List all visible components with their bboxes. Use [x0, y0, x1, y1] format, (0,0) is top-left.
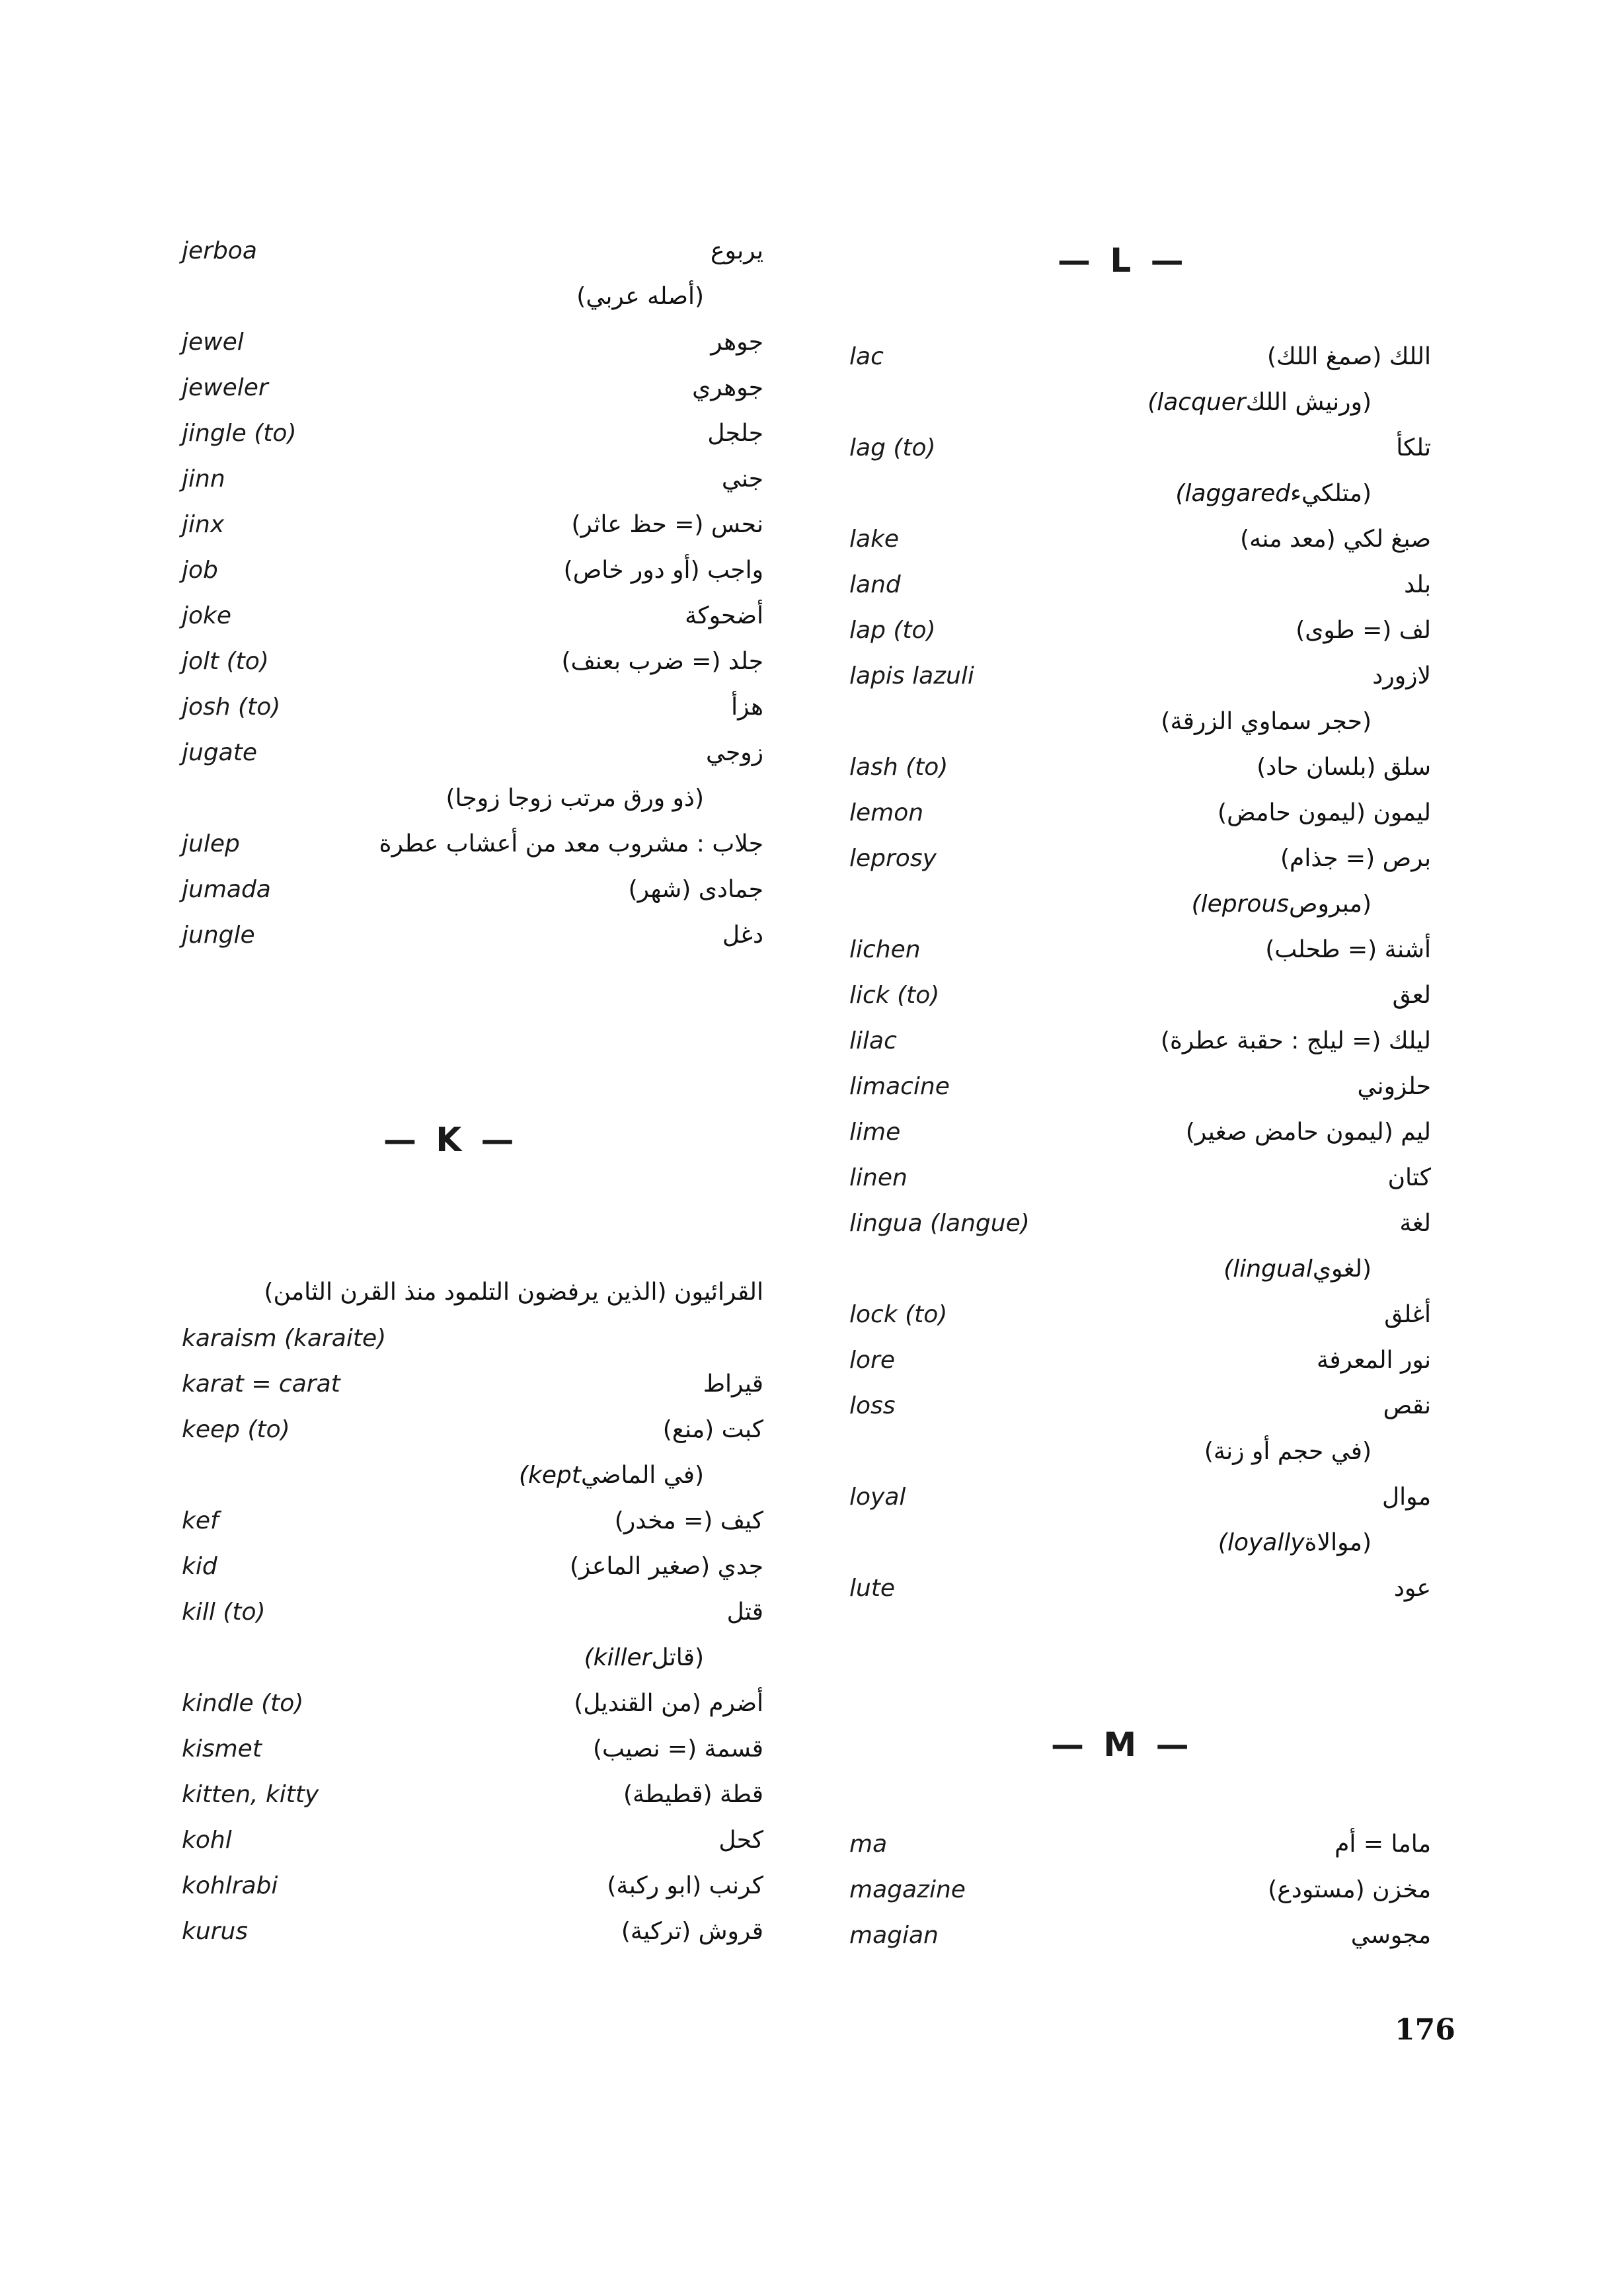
entry-row — [182, 1772, 763, 1817]
entry-arabic-text: ليمون (ليمون حامض) — [1218, 799, 1431, 826]
entry-arabic-text: زوجي — [705, 739, 763, 766]
k-intro-row — [182, 1269, 763, 1315]
entry-arabic-text: (ورنيش اللك — [1245, 389, 1372, 416]
entry-arabic — [663, 1407, 763, 1452]
entry-english: magazine — [849, 1876, 966, 1903]
entry-english: lapis lazuli — [849, 662, 974, 690]
entry-row — [849, 744, 1431, 790]
entry-arabic-text: جني — [721, 465, 763, 493]
entry-arabic-text: (مبروص — [1289, 891, 1372, 918]
entry-arabic — [1295, 608, 1431, 653]
entry-row — [182, 639, 763, 684]
entry-arabic-text: قروش (تركية) — [621, 1918, 763, 1945]
entry-row — [182, 228, 763, 274]
entry-english: lichen — [849, 936, 921, 963]
entry-arabic-text: لف (= طوى) — [1295, 617, 1431, 644]
entry-arabic — [1393, 972, 1431, 1018]
entry-arabic-text: (حجر سماوي الزرقة) — [1161, 708, 1372, 735]
entry-arabic-text: واجب (أو دور خاص) — [563, 557, 763, 584]
entry-arabic-text: سلق (بلسان حاد) — [1257, 754, 1431, 781]
entry-arabic — [1382, 1474, 1431, 1520]
entry-arabic — [1399, 1201, 1431, 1246]
entry-arabic-text: دغل — [722, 922, 763, 949]
entry-arabic-text: (قاتل — [651, 1644, 704, 1671]
entry-arabic — [1317, 1337, 1431, 1383]
entry-arabic-text: اللك (صمغ اللك) — [1267, 343, 1431, 370]
entry-arabic-text: لازورد — [1372, 662, 1431, 690]
entry-english: kindle (to) — [182, 1690, 304, 1717]
entry-row — [182, 1407, 763, 1452]
entry-english: karaism (karaite) — [182, 1325, 387, 1352]
entry-english: lick (to) — [849, 982, 940, 1009]
entry-arabic-text: أشنة (= طحلب) — [1265, 936, 1431, 963]
entry-arabic — [1149, 471, 1372, 516]
entry-english: lap (to) — [849, 617, 936, 644]
entry-arabic-text: (ذو ورق مرتب زوجا زوجا) — [445, 785, 704, 812]
entry-row — [182, 502, 763, 547]
entry-arabic — [707, 411, 763, 456]
entry-row — [849, 562, 1431, 608]
entry-english: josh (to) — [182, 693, 281, 721]
entry-english: linen — [849, 1164, 908, 1191]
entry-row — [849, 1246, 1431, 1292]
entry-arabic — [1372, 653, 1431, 699]
entry-arabic-text: عود — [1393, 1575, 1431, 1602]
entry-row — [849, 881, 1431, 927]
entry-row — [182, 1498, 763, 1544]
entry-arabic-text: كبت (منع) — [662, 1416, 763, 1443]
entry-derived-english: (laggared — [1175, 480, 1291, 507]
entry-arabic-text: ماما = أم — [1334, 1831, 1431, 1858]
entry-row — [182, 1544, 763, 1589]
entry-arabic — [379, 821, 763, 867]
entry-arabic-text: (لغوي — [1312, 1255, 1372, 1283]
entry-arabic — [558, 1635, 704, 1681]
entry-english: karat = carat — [182, 1370, 340, 1398]
left-column-k — [182, 1316, 763, 1954]
entry-derived-english: (kept — [518, 1462, 581, 1489]
section-header-l: — L — — [1058, 241, 1188, 280]
entry-derived-english: (leprous — [1191, 891, 1290, 918]
entry-row — [182, 1909, 763, 1954]
entry-arabic — [1268, 1867, 1431, 1913]
entry-english: jingle (to) — [182, 420, 297, 447]
entry-english: kohlrabi — [182, 1872, 278, 1899]
entry-arabic — [1121, 379, 1372, 425]
entry-arabic-text: موال — [1381, 1484, 1431, 1511]
entry-row — [182, 1817, 763, 1863]
entry-arabic-text: كتان — [1387, 1164, 1431, 1191]
entry-arabic — [1240, 516, 1431, 562]
entry-row — [182, 1316, 763, 1361]
entry-arabic-text: ليم (ليمون حامض صغير) — [1185, 1119, 1431, 1146]
entry-row — [182, 684, 763, 730]
entry-row — [182, 319, 763, 365]
entry-arabic-text: تلكأ — [1396, 434, 1431, 461]
entry-row — [182, 730, 763, 775]
entry-english: kurus — [182, 1918, 249, 1945]
entry-row — [849, 1201, 1431, 1246]
entry-arabic — [446, 775, 704, 821]
entry-arabic — [1396, 425, 1431, 471]
entry-english: julep — [182, 830, 240, 857]
entry-arabic — [1257, 744, 1431, 790]
entry-arabic — [1192, 1520, 1372, 1565]
entry-english: lake — [849, 526, 900, 553]
entry-arabic-text: مجوسي — [1350, 1922, 1431, 1949]
entry-english: lore — [849, 1347, 895, 1374]
left-column-j — [182, 228, 763, 958]
entry-arabic — [1280, 836, 1431, 881]
entry-arabic-text: جوهر — [711, 329, 763, 356]
entry-arabic-text: أغلق — [1384, 1301, 1431, 1328]
entry-row — [849, 1913, 1431, 1958]
section-header-k: — K — — [383, 1121, 518, 1159]
entry-arabic — [1204, 1429, 1372, 1474]
entry-arabic — [621, 1909, 763, 1954]
entry-arabic — [562, 639, 764, 684]
entry-row — [182, 775, 763, 821]
entry-arabic-text: هزأ — [731, 693, 763, 721]
entry-arabic-text: قتل — [726, 1599, 763, 1626]
entry-row — [182, 912, 763, 958]
entry-arabic-text: مخزن (مستودع) — [1268, 1876, 1431, 1903]
entry-row — [182, 1863, 763, 1909]
entry-english: lag (to) — [849, 434, 936, 461]
entry-arabic-text: كحل — [718, 1827, 763, 1854]
entry-english: keep (to) — [182, 1416, 290, 1443]
entry-arabic — [685, 593, 763, 639]
entry-row — [182, 1681, 763, 1726]
entry-english: jeweler — [182, 374, 268, 401]
entry-arabic-text: يربوع — [711, 237, 763, 264]
entry-row — [182, 1361, 763, 1407]
entry-arabic — [1334, 1821, 1431, 1867]
entry-english: jugate — [182, 739, 257, 766]
entry-english: magian — [849, 1922, 939, 1949]
entry-english: kohl — [182, 1827, 232, 1854]
entry-row — [849, 927, 1431, 972]
entry-arabic — [576, 274, 704, 319]
entry-row — [182, 274, 763, 319]
entry-arabic-text: أضحوكة — [685, 602, 763, 629]
entry-arabic-text: قيراط — [703, 1370, 763, 1398]
entry-row — [849, 653, 1431, 699]
entry-row — [182, 365, 763, 411]
entry-arabic — [727, 1589, 763, 1635]
entry-arabic-text: حلزوني — [1357, 1073, 1431, 1100]
entry-english: joke — [182, 602, 232, 629]
entry-row — [849, 516, 1431, 562]
entry-english: job — [182, 557, 218, 584]
entry-arabic — [711, 228, 763, 274]
entry-derived-english: (killer — [584, 1644, 652, 1671]
entry-row — [849, 790, 1431, 836]
entry-arabic — [615, 1498, 763, 1544]
entry-row — [849, 972, 1431, 1018]
entry-arabic — [570, 1544, 763, 1589]
entry-arabic — [706, 730, 763, 775]
entry-english: kill (to) — [182, 1599, 266, 1626]
entry-arabic — [1165, 881, 1372, 927]
entry-arabic-text: (موالاة — [1304, 1529, 1372, 1556]
entry-english: lock (to) — [849, 1301, 948, 1328]
entry-arabic — [1394, 1565, 1431, 1611]
entry-derived-english: (lingual — [1223, 1255, 1313, 1283]
page-number: 176 — [1395, 2013, 1455, 2047]
entry-row — [849, 608, 1431, 653]
entry-row — [849, 1337, 1431, 1383]
entry-row — [849, 1867, 1431, 1913]
entry-row — [182, 456, 763, 502]
entry-arabic — [1388, 1155, 1431, 1201]
entry-arabic-text: كيف (= مخدر) — [614, 1507, 763, 1534]
entry-english: lingua (langue) — [849, 1210, 1030, 1237]
entry-arabic — [703, 1361, 763, 1407]
entry-english: jerboa — [182, 237, 257, 264]
entry-arabic — [1161, 699, 1372, 744]
entry-english: lime — [849, 1119, 901, 1146]
entry-arabic — [623, 1772, 763, 1817]
entry-arabic — [629, 867, 763, 912]
entry-row — [182, 1726, 763, 1772]
entry-arabic-text: (في حجم أو زنة) — [1204, 1438, 1372, 1465]
entry-arabic-text: (في الماضي — [580, 1462, 704, 1489]
entry-english: kef — [182, 1507, 219, 1534]
entry-arabic — [1197, 1246, 1372, 1292]
entry-arabic-text: كرنب (ابو ركبة) — [607, 1872, 763, 1899]
entry-arabic-text: جلاب : مشروب معد من أعشاب عطرة — [379, 830, 763, 857]
section-header-m: — M — — [1051, 1725, 1193, 1764]
entry-row — [182, 593, 763, 639]
entry-arabic — [1218, 790, 1431, 836]
entry-english: land — [849, 571, 901, 598]
entry-arabic — [1404, 562, 1431, 608]
entry-arabic — [1161, 1018, 1431, 1064]
entry-arabic — [593, 1726, 763, 1772]
entry-row — [182, 821, 763, 867]
entry-row — [849, 1520, 1431, 1565]
entry-row — [849, 836, 1431, 881]
entry-arabic-text: بلد — [1404, 571, 1431, 598]
entry-arabic — [1186, 1109, 1431, 1155]
entry-arabic — [1265, 927, 1431, 972]
entry-arabic-text: قسمة (= نصيب) — [592, 1735, 763, 1762]
entry-arabic — [574, 1681, 763, 1726]
entry-arabic-text: قطة (قطيطة) — [623, 1781, 763, 1808]
entry-arabic — [1267, 334, 1431, 379]
entry-row — [849, 1474, 1431, 1520]
right-column-m — [849, 1821, 1431, 1958]
entry-row — [849, 425, 1431, 471]
entry-row — [849, 1018, 1431, 1064]
entry-row — [849, 1383, 1431, 1429]
entry-arabic — [1358, 1064, 1431, 1109]
entry-arabic — [1351, 1913, 1431, 1958]
entry-arabic-text: ليلك (= ليلج : حقبة عطرة) — [1160, 1027, 1431, 1054]
entry-english: jungle — [182, 922, 255, 949]
entry-english: lemon — [849, 799, 924, 826]
entry-english: loss — [849, 1392, 896, 1419]
right-column-l — [849, 334, 1431, 1611]
entry-arabic — [564, 547, 763, 593]
entry-arabic-text: نقص — [1383, 1392, 1431, 1419]
entry-row — [849, 1109, 1431, 1155]
entry-english: limacine — [849, 1073, 950, 1100]
entry-arabic-text: (متلكيء — [1290, 480, 1372, 507]
entry-row — [849, 1429, 1431, 1474]
entry-english: jewel — [182, 329, 244, 356]
entry-row — [849, 1155, 1431, 1201]
entry-arabic — [572, 502, 764, 547]
entry-english: jolt (to) — [182, 648, 269, 675]
entry-english: jinn — [182, 465, 225, 493]
entry-derived-english: (lacquer — [1147, 389, 1246, 416]
entry-arabic-text: جدي (صغير الماعز) — [569, 1553, 763, 1580]
entry-arabic — [1384, 1292, 1431, 1337]
entry-english: ma — [849, 1831, 888, 1858]
entry-arabic — [607, 1863, 763, 1909]
entry-row — [182, 411, 763, 456]
entry-row — [849, 334, 1431, 379]
entry-arabic — [722, 912, 763, 958]
entry-arabic-text: أضرم (من القنديل) — [574, 1690, 763, 1717]
entry-arabic-text: صبغ لكي (معد منه) — [1240, 526, 1431, 553]
entry-arabic-text: جلد (= ضرب بعنف) — [561, 648, 763, 675]
entry-row — [182, 547, 763, 593]
entry-english: lute — [849, 1575, 896, 1602]
entry-english: leprosy — [849, 845, 937, 872]
entry-arabic-text: لعق — [1392, 982, 1431, 1009]
entry-english: kid — [182, 1553, 217, 1580]
entry-arabic-text: برص (= جذام) — [1280, 845, 1431, 872]
entry-english: kitten, kitty — [182, 1781, 319, 1808]
entry-arabic-text: (أصله عربي) — [576, 283, 704, 310]
entry-english: jinx — [182, 511, 225, 538]
entry-english: loyal — [849, 1484, 906, 1511]
entry-english: lash (to) — [849, 754, 948, 781]
entry-arabic-text: لغة — [1399, 1210, 1431, 1237]
entry-row — [182, 1452, 763, 1498]
k-intro-arabic: القرائيون (الذين يرفضون التلمود منذ القرن الثامن) — [264, 1279, 763, 1306]
entry-english: kismet — [182, 1735, 262, 1762]
entry-row — [849, 1064, 1431, 1109]
entry-arabic — [1383, 1383, 1431, 1429]
entry-row — [849, 699, 1431, 744]
entry-row — [849, 1292, 1431, 1337]
entry-row — [182, 867, 763, 912]
entry-row — [849, 471, 1431, 516]
entry-arabic-text: نور المعرفة — [1317, 1347, 1431, 1374]
entry-arabic — [731, 684, 763, 730]
entry-row — [182, 1589, 763, 1635]
entry-arabic — [722, 456, 763, 502]
entry-arabic — [692, 365, 763, 411]
entry-english: lilac — [849, 1027, 897, 1054]
entry-arabic-text: جوهري — [692, 374, 763, 401]
entry-row — [182, 1635, 763, 1681]
entry-arabic — [492, 1452, 704, 1498]
entry-arabic-text: جلجل — [707, 420, 763, 447]
entry-arabic — [711, 319, 763, 365]
entry-row — [849, 1821, 1431, 1867]
entry-english: lac — [849, 343, 884, 370]
entry-row — [849, 379, 1431, 425]
entry-arabic-text: نحس (= حظ عاثر) — [571, 511, 763, 538]
entry-english: jumada — [182, 876, 271, 903]
entry-row — [849, 1565, 1431, 1611]
entry-derived-english: (loyally — [1218, 1529, 1305, 1556]
entry-arabic-text: جمادى (شهر) — [628, 876, 763, 903]
entry-arabic — [718, 1817, 763, 1863]
